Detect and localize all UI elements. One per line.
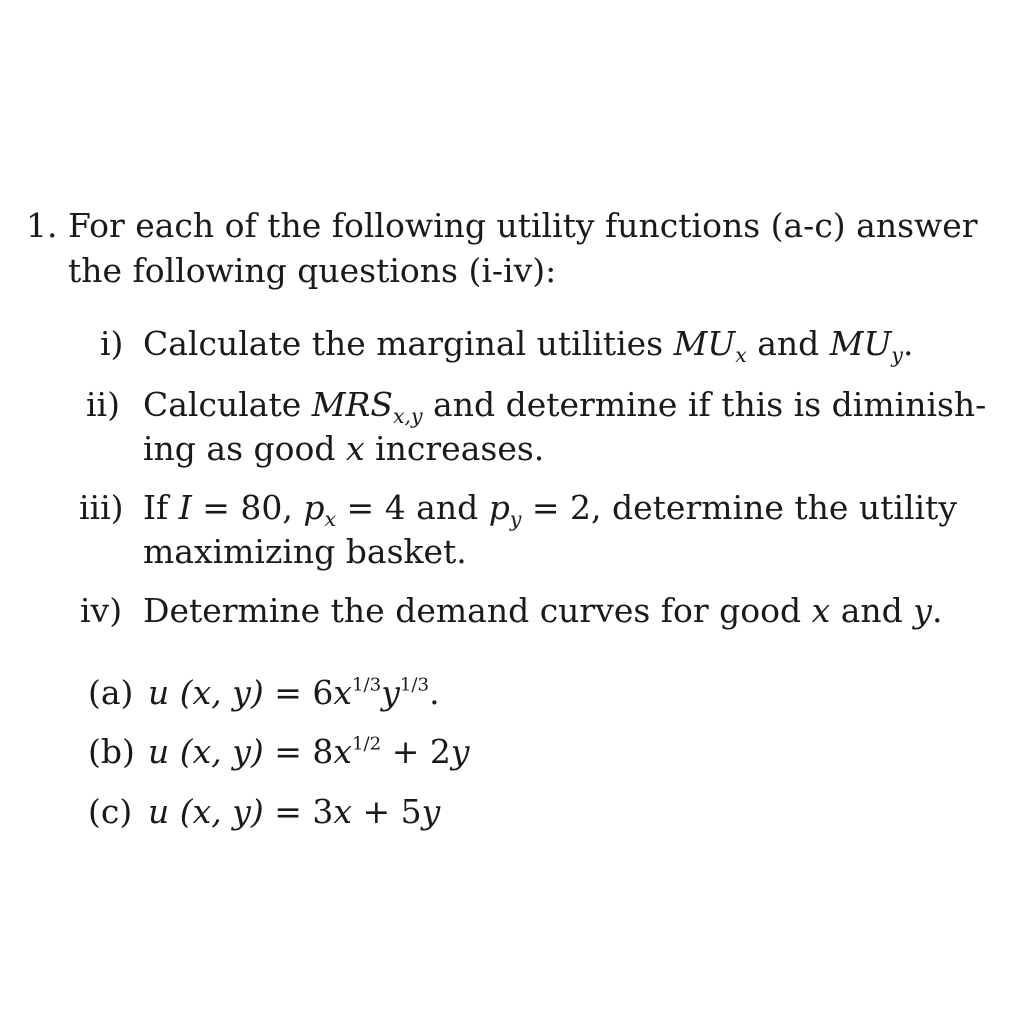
function-a: u (x, $y) = 6x^{1/3}y^{1/3}$.	[148, 673, 440, 712]
question-iii-line-2: maximizing basket.	[143, 532, 467, 571]
problem-number: 1.	[26, 206, 58, 245]
question-ii-line-2: ing as good x increases.	[143, 429, 545, 468]
question-label-iv: iv)	[80, 591, 123, 630]
function-b: u (x, $y) = 8x^{1/2} + 2y$	[148, 732, 470, 771]
question-label-iii: iii)	[79, 488, 124, 527]
question-iv: Determine the demand curves for good x and y.	[143, 591, 943, 630]
question-label-ii: ii)	[86, 385, 120, 424]
question-iii-line-1: If I = 80, $p_x = 4$ and $p_y = 2$, determine the utility	[143, 488, 957, 532]
question-i: Calculate the marginal utilities $MU_x$ and $MU_y$.	[143, 324, 914, 368]
question-label-i: i)	[100, 324, 124, 363]
function-label-b: (b)	[88, 732, 135, 771]
problem-intro-line-2: the following questions (i-iv):	[68, 251, 557, 290]
function-label-c: (c)	[88, 792, 133, 831]
problem-intro-line-1: For each of the following utility functions (a-c) answer	[68, 206, 978, 245]
function-c: u (x, y) = 3x + 5y	[148, 792, 441, 831]
function-label-a: (a)	[88, 673, 134, 712]
question-ii-line-1: Calculate $MRS_{x,y}$ and determine if this is diminish-	[143, 385, 987, 429]
